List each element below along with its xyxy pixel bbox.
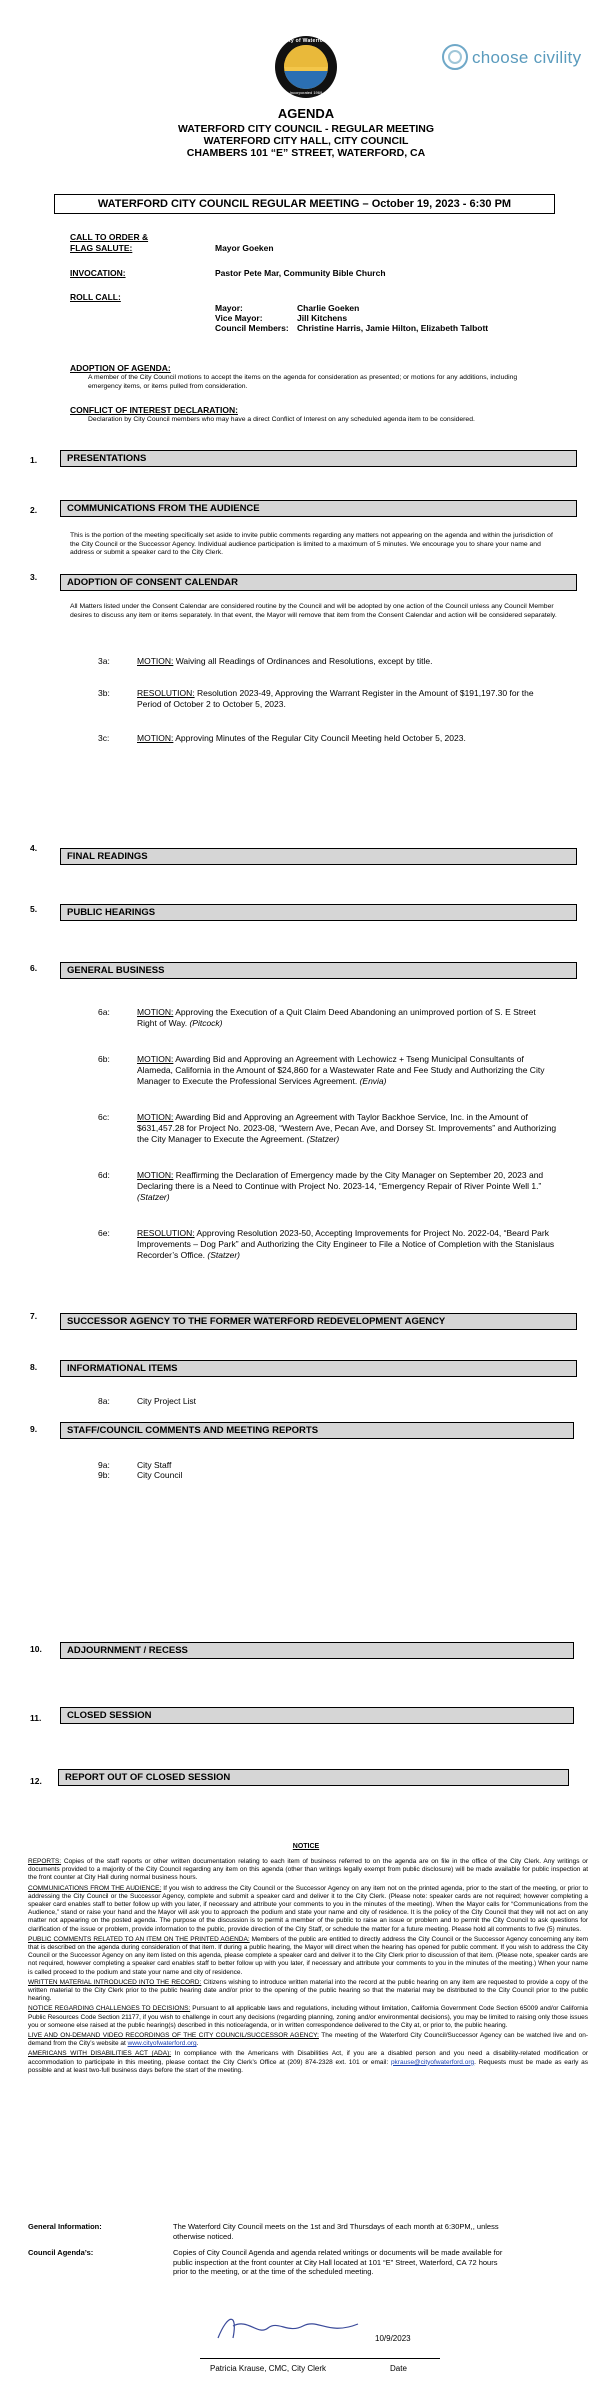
roll-role: Vice Mayor:	[215, 313, 263, 323]
notice-reports: REPORTS: Copies of the staff reports or other written documentation relating to each item of business referred to on the agenda are on file in the office of the City Clerk. Any writings or documents provided to a majority of the City Council regarding any item on this agenda (other than writings legally exempt from public disclosure) will be made available for public inspection at the front counter at City Hall during normal business hours.	[28, 1858, 588, 1882]
item-9b: City Council	[137, 1470, 183, 1480]
notice-written-material: WRITTEN MATERIAL INTRODUCED INTO THE RECORD: Citizens wishing to introduce written material into the record at the public hearing on any item are requested to provide a copy of the written material to the City Clerk prior to the public hearing date and/or prior to the opening of the public hearing so that the material may be distributed to the City Council prior to the public hearing.	[28, 1978, 588, 2003]
notice-communications: COMMUNICATIONS FROM THE AUDIENCE: If you wish to address the City Council or the Successor Agency on any item not on the printed agenda, prior to the start of the meeting, or prior to addressing the City Council or the Successor Agency, complete and submit a speaker card and deliver it to the City Clerk. (Please note: speaker cards are not required; however completing a speaker card enables staff to better follow up with you later, if necessary and attribute your comments to you in the minutes of the meeting). When the Mayor calls for “Communications from the Audience,” stand or raise your hand and the Mayor will ask you to approach the podium and state your name and city of residence. It is the policy of the City Council that they will not act on any matter not appearing on the posted agenda. The purpose of the discussion is to permit a member of the public to raise an issue or problem and to permit the City Council to ask questions for clarification of the issue or problem, provide information to the public, provide direction of the City Staff, or schedule the matter for a future meeting. Please hold all comments to five (5) minutes.	[28, 1884, 589, 1933]
section-number: 7.	[30, 1311, 38, 1321]
section-report-out: REPORT OUT OF CLOSED SESSION	[58, 1769, 569, 1786]
council-agendas-text: Copies of City Council Agenda and agenda related writings or documents will be made available for public inspection at the front counter at City Hall located at 101 “E” Street, Waterford, CA 72 hours prior to the meeting, or at the time of the scheduled meeting.	[173, 2248, 503, 2276]
item-6e: RESOLUTION: Approving Resolution 2023-50, Accepting Improvements for Project No. 2022-04, “Beard Park Improvements – Dog Park” and Authorizing the City Engineer to File a Notice of Completion with the Stanislaus Recorder’s Office. (Statzer)	[137, 1228, 555, 1260]
header-line-2: WATERFORD CITY HALL, CITY COUNCIL	[203, 135, 409, 147]
flag-salute-label: FLAG SALUTE:	[70, 243, 133, 253]
item-number: 3b:	[98, 688, 110, 698]
item-9a: City Staff	[137, 1460, 172, 1470]
section-number: 4.	[30, 843, 38, 853]
item-number: 3a:	[98, 656, 110, 666]
notice-video: LIVE AND ON-DEMAND VIDEO RECORDINGS OF THE CITY COUNCIL/SUCCESSOR AGENCY: The meeting of the Waterford City Council/Successor Agency can be watched live and on-demand from the City’s website at www.cityofwaterford.org.	[28, 2032, 589, 2048]
agenda-title: AGENDA	[277, 106, 335, 121]
choose-civility-logo	[442, 44, 582, 74]
clerk-email-link[interactable]: pkrause@cityofwaterford.org	[390, 2058, 475, 2066]
item-3b: RESOLUTION: Resolution 2023-49, Approving the Warrant Register in the Amount of $191,197.30 for the Period of October 2 to October 5, 2023.	[137, 688, 534, 709]
section-informational-items: INFORMATIONAL ITEMS	[60, 1360, 577, 1377]
seal-subtext: Incorporated 1969	[289, 90, 323, 95]
header-line-1: WATERFORD CITY COUNCIL - REGULAR MEETING	[177, 123, 435, 135]
item-number: 6d:	[98, 1170, 110, 1180]
item-number: 6a:	[98, 1007, 110, 1017]
notice-title: NOTICE	[292, 1843, 320, 1850]
section-public-hearings: PUBLIC HEARINGS	[60, 904, 577, 921]
clerk-signature	[208, 2308, 378, 2348]
item-number: 3c:	[98, 733, 110, 743]
adoption-label: ADOPTION OF AGENDA:	[70, 363, 171, 373]
council-agendas-label: Council Agenda’s:	[28, 2248, 94, 2257]
meeting-title-box: WATERFORD CITY COUNCIL REGULAR MEETING – October 19, 2023 - 6:30 PM	[54, 194, 555, 214]
item-number: 6e:	[98, 1228, 110, 1238]
general-info-label: General Information:	[28, 2222, 102, 2231]
date-label: Date	[390, 2364, 407, 2373]
header-line-3: CHAMBERS 101 “E” STREET, WATERFORD, CA	[186, 147, 426, 159]
item-6d: MOTION: Reaffirming the Declaration of Emergency made by the City Manager on September 20, 2023 and Declaring there is a Need to Continue with Project No. 2023-14, “Emergency Repair of River Pointe Well 1.” (Statzer)	[137, 1170, 544, 1202]
section-number: 12.	[30, 1776, 42, 1786]
item-3a: MOTION: Waiving all Readings of Ordinances and Resolutions, except by title.	[137, 656, 433, 666]
section-number: 5.	[30, 904, 38, 914]
section-adjournment: ADJOURNMENT / RECESS	[60, 1642, 574, 1659]
section-final-readings: FINAL READINGS	[60, 848, 577, 865]
city-website-link[interactable]: www.cityofwaterford.org	[127, 2040, 197, 2048]
section-number: 1.	[30, 455, 38, 465]
roll-name: Christine Harris, Jamie Hilton, Elizabeth Talbott	[297, 323, 489, 333]
invocation-label: INVOCATION:	[70, 268, 126, 278]
item-6b: MOTION: Awarding Bid and Approving an Agreement with Lechowicz + Tseng Municipal Consultants of Alameda, California in the Amount of $24,860 for a Wastewater Rate and Fee Study and Authorizing the City Manager to Execute the Professional Services Agreement. (Envia)	[137, 1054, 545, 1086]
item-number: 6c:	[98, 1112, 110, 1122]
item-number: 8a:	[98, 1396, 110, 1406]
section-general-business: GENERAL BUSINESS	[60, 962, 577, 979]
roll-name: Jill Kitchens	[297, 313, 348, 323]
call-to-order-label: CALL TO ORDER &	[70, 232, 149, 242]
section-number: 10.	[30, 1644, 42, 1654]
section-number: 3.	[30, 572, 38, 582]
signature-line	[200, 2358, 440, 2359]
section-3-text: All Matters listed under the Consent Calendar are considered routine by the Council and will be adopted by one action of the Council unless any Council Member desires to discuss any item or items separately. In that event, the Mayor will remove that item from the Consent Calendar and action will be considered separately.	[70, 603, 557, 619]
call-to-order-value: Mayor Goeken	[215, 243, 274, 253]
item-number: 9b:	[98, 1470, 110, 1480]
item-8a: City Project List	[137, 1396, 197, 1406]
item-6a: MOTION: Approving the Execution of a Quit Claim Deed Abandoning an unimproved portion of S. E Street Right of Way. (Pitcock)	[137, 1007, 536, 1028]
invocation-value: Pastor Pete Mar, Community Bible Church	[215, 268, 386, 278]
section-closed-session: CLOSED SESSION	[60, 1707, 574, 1724]
section-number: 2.	[30, 505, 38, 515]
conflict-label: CONFLICT OF INTEREST DECLARATION:	[70, 405, 238, 415]
section-number: 9.	[30, 1424, 38, 1434]
conflict-text: Declaration by City Council members who may have a direct Conflict of Interest on any scheduled agenda item to be considered.	[88, 416, 475, 423]
roll-role: Council Members:	[215, 323, 289, 333]
city-seal-logo	[275, 36, 337, 98]
roll-call-label: ROLL CALL:	[70, 292, 121, 302]
section-number: 6.	[30, 963, 38, 973]
section-2-text: This is the portion of the meeting specifically set aside to invite public comments regarding any matters not appearing on the agenda and within the jurisdiction of the City Council or the Successor Agency. Individual audience participation is limited to a maximum of 5 minutes. We encourage you to share your name and address or submit a speaker card to the City Clerk.	[70, 532, 553, 556]
section-number: 11.	[30, 1713, 42, 1723]
section-consent-calendar: ADOPTION OF CONSENT CALENDAR	[60, 574, 577, 591]
section-staff-council-comments: STAFF/COUNCIL COMMENTS AND MEETING REPORTS	[60, 1422, 574, 1439]
notice-body	[28, 1858, 588, 2075]
section-successor-agency: SUCCESSOR AGENCY TO THE FORMER WATERFORD REDEVELOPMENT AGENCY	[60, 1313, 577, 1330]
notice-ada: AMERICANS WITH DISABILITIES ACT (ADA): In compliance with the Americans with Disabilities Act, if you are a disabled person and you need a disability-related modification or accommodation to participate in this meeting, please contact the City Clerk’s Office at (209) 874-2328 ext. 101 or email: pkrause@cityofwaterford.org. Requests must be made as early as possible and at least two-full business days before the start of the meeting.	[28, 2050, 588, 2074]
item-3c: MOTION: Approving Minutes of the Regular City Council Meeting held October 5, 2023.	[137, 733, 466, 743]
section-communications: COMMUNICATIONS FROM THE AUDIENCE	[60, 500, 577, 517]
notice-public-comments: PUBLIC COMMENTS RELATED TO AN ITEM ON THE PRINTED AGENDA: Members of the public are entitled to directly address the City Council or the Successor Agency concerning any item that is described on the agenda during consideration of that item. If during a public hearing, the Mayor will direct when the hearing has opened for public comment. If you wish to address the City Council or the Successor Agency on any item listed on this agenda, please complete a speaker card and deliver it to the City Clerk prior to discussion of that item. (Please note, speaker cards are not required, however completing a speaker card enables staff to better follow up with you later, if necessary and attribute your comments to you in the minutes of the meeting.) When your name is called proceed to the podium and state your name and city of residence.	[28, 1935, 588, 1976]
item-number: 6b:	[98, 1054, 110, 1064]
roll-role: Mayor:	[215, 303, 243, 313]
item-6c: MOTION: Awarding Bid and Approving an Agreement with Taylor Backhoe Service, Inc. in the Amount of $631,457.28 for Project No. 2023-08, “Western Ave, Pecan Ave, and Dorsey St. Improvements” and Authorizing the City Manager to Execute the Agreement. (Statzer)	[137, 1112, 557, 1144]
section-presentations: PRESENTATIONS	[60, 450, 577, 467]
roll-name: Charlie Goeken	[297, 303, 360, 313]
item-number: 9a:	[98, 1460, 110, 1470]
section-number: 8.	[30, 1362, 38, 1372]
seal-text: City of Waterford	[283, 38, 329, 44]
civility-logo-text: choose civility	[472, 48, 582, 67]
adoption-text: A member of the City Council motions to accept the items on the agenda for consideration as presented; or motions for any additions, including emergency items, or items pulled from consideration.	[88, 374, 518, 390]
general-info-text: The Waterford City Council meets on the 1st and 3rd Thursdays of each month at 6:30PM,, unless otherwise noticed.	[173, 2222, 499, 2241]
clerk-name: Patricia Krause, CMC, City Clerk	[210, 2364, 327, 2373]
signature-date: 10/9/2023	[375, 2334, 411, 2343]
notice-challenges: NOTICE REGARDING CHALLENGES TO DECISIONS: Pursuant to all applicable laws and regulations, including without limitation, California Government Code Section 65009 and/or California Public Resources Code Section 21177, if you wish to challenge in court any decisions (regarding planning, zoning and/or environmental decisions), you may be limited to raising only those issues you or someone else raised at the public hearing(s) described in this notice/agenda, or in written correspondence delivered to the City at, or prior to, the public hearing.	[28, 2005, 588, 2029]
